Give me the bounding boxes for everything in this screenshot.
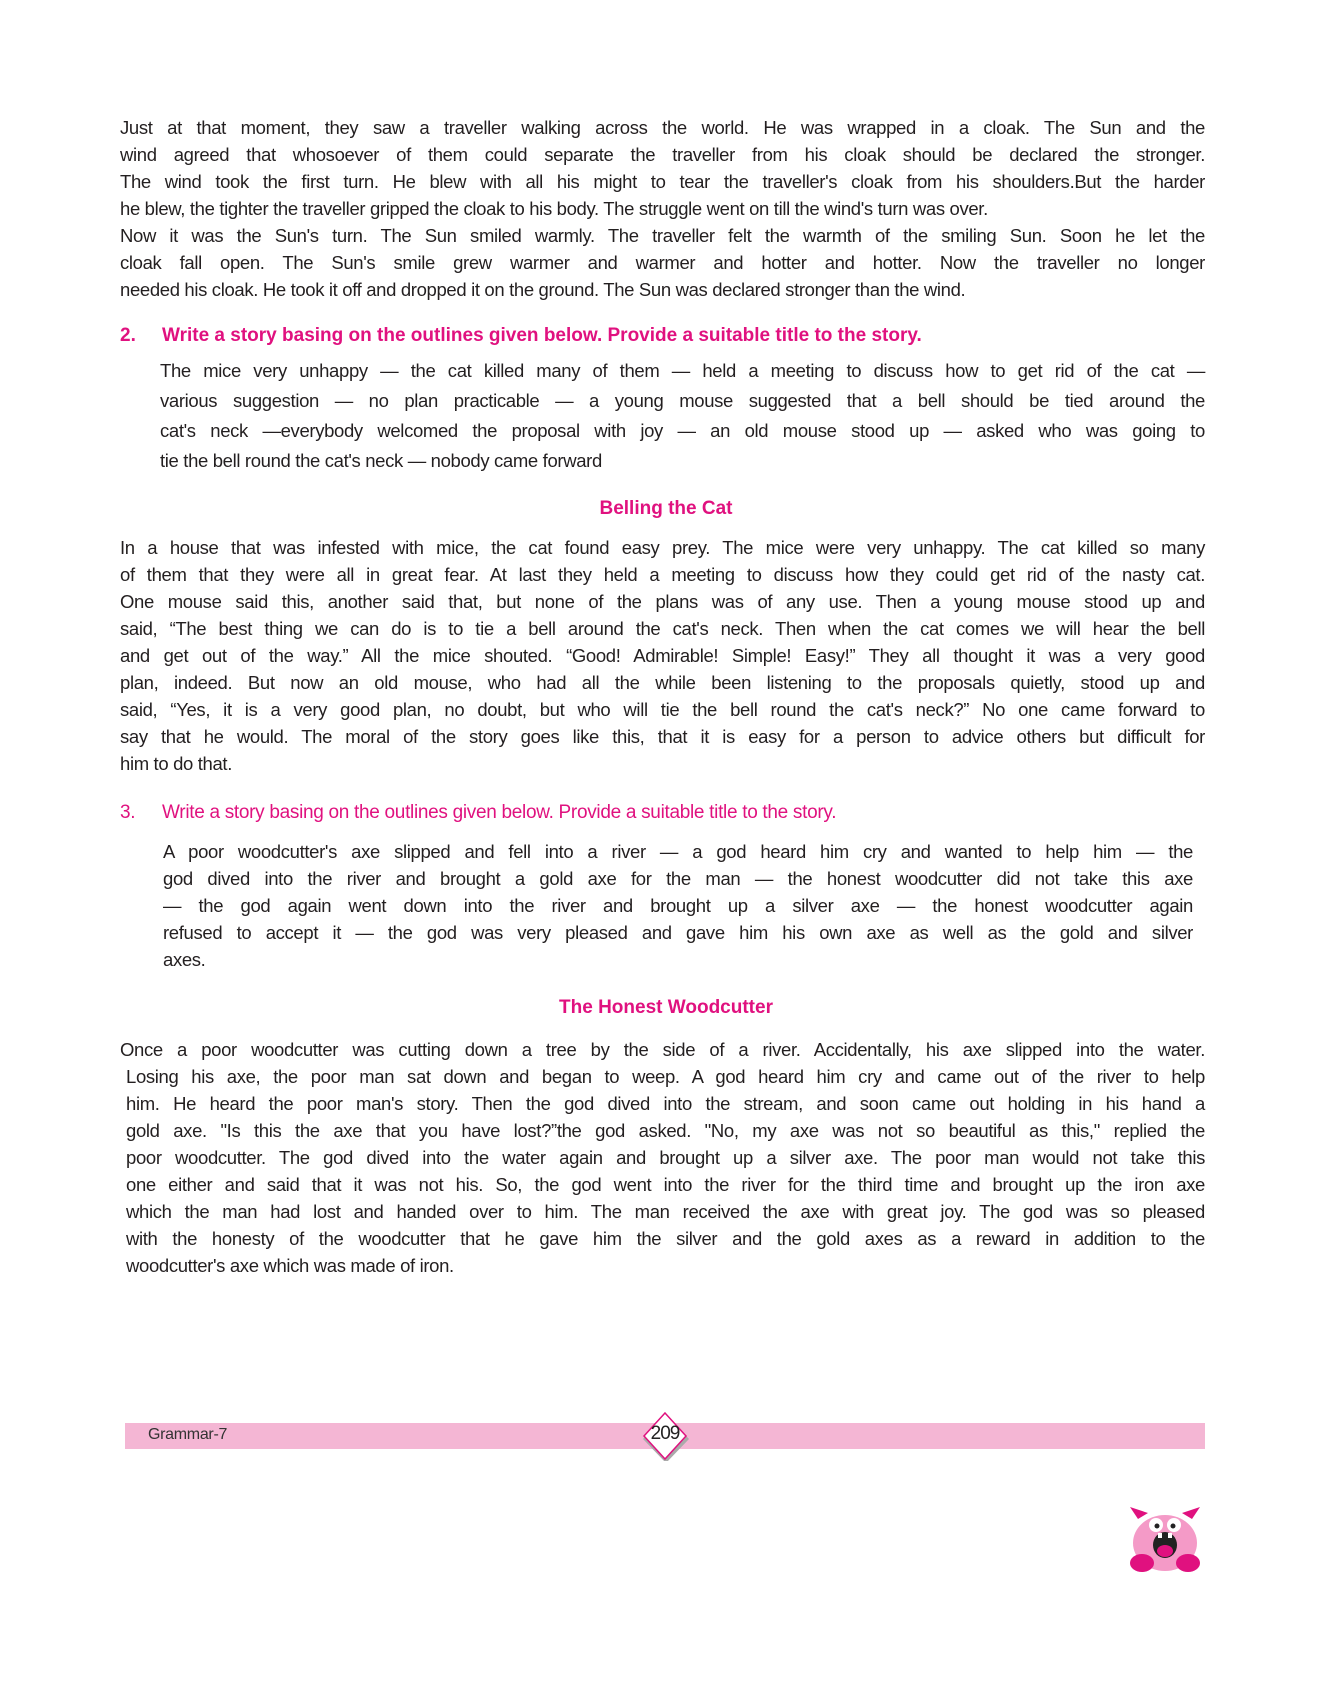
text-line: him. He heard the poor man's story. Then the god dived into the stream, and soon came out holding in his hand a: [126, 1093, 1205, 1114]
text-line: said, “Yes, it is a very good plan, no doubt, but who will tie the bell round the cat's neck?” No one came forward to: [120, 699, 1205, 720]
text-line: plan, indeed. But now an old mouse, who had all the while been listening to the proposals quietly, stood up and: [120, 672, 1205, 693]
story-title-belling-the-cat: Belling the Cat: [599, 498, 733, 519]
text-line: he blew, the tighter the traveller gripped the cloak to his body. The struggle went on till the wind's turn was over.: [120, 198, 988, 219]
text-line: wind agreed that whosoever of them could separate the traveller from his cloak should be declared the stronger.: [120, 144, 1205, 165]
text-line: tie the bell round the cat's neck — nobody came forward: [160, 450, 602, 471]
text-line: cloak fall open. The Sun's smile grew warmer and warmer and hotter and hotter. Now the traveller no longer: [120, 252, 1205, 273]
story-honest-woodcutter: [120, 1036, 1205, 1279]
text-line: one either and said that it was not his. So, the god went into the river for the third time and brought up the iron axe: [126, 1174, 1205, 1195]
text-line: In a house that was infested with mice, the cat found easy prey. The mice were very unhappy. The cat killed so many: [120, 537, 1205, 558]
pink-monster-mascot-icon: [1120, 1505, 1210, 1575]
text-line: cat's neck —everybody welcomed the proposal with joy — an old mouse stood up — asked who was going to: [160, 420, 1205, 441]
text-line: with the honesty of the woodcutter that he gave him the silver and the gold axes as a reward in addition to the: [126, 1228, 1205, 1249]
text-line: and get out of the way.” All the mice shouted. “Good! Admirable! Simple! Easy!” They all thought it was a very good: [120, 645, 1205, 666]
question-number: 3.: [120, 802, 136, 823]
footer-book-title: Grammar-7: [148, 1426, 228, 1443]
text-line: various suggestion — no plan practicable — a young mouse suggested that a bell should be tied around the: [160, 390, 1205, 411]
text-line: of them that they were all in great fear. At last they held a meeting to discuss how they could get rid of the nasty cat.: [120, 564, 1205, 585]
text-line: which the man had lost and handed over to him. The man received the axe with great joy. The god was so pleased: [126, 1201, 1205, 1222]
page-number: 209: [650, 1423, 680, 1444]
story-belling-the-cat: [120, 534, 1205, 777]
question-3-outline: [163, 838, 1193, 973]
text-line: The mice very unhappy — the cat killed many of them — held a meeting to discuss how to get rid of the cat —: [160, 360, 1205, 381]
text-line: — the god again went down into the river and brought up a silver axe — the honest woodcutter again: [163, 895, 1193, 916]
text-line: woodcutter's axe which was made of iron.: [126, 1255, 454, 1276]
story-title-honest-woodcutter: The Honest Woodcutter: [559, 997, 773, 1018]
text-line: needed his cloak. He took it off and dropped it on the ground. The Sun was declared stronger than the wind.: [120, 279, 966, 300]
text-line: gold axe. "Is this the axe that you have lost?”the god asked. "No, my axe was not so beautiful as this," replied the: [126, 1120, 1205, 1141]
text-line: One mouse said this, another said that, but none of the plans was of any use. Then a young mouse stood up and: [120, 591, 1205, 612]
question-2-outline: [160, 356, 1205, 476]
paragraph-sun-and-wind: [120, 114, 1205, 303]
text-line: axes.: [163, 949, 206, 970]
question-text: Write a story basing on the outlines given below. Provide a suitable title to the story.: [162, 325, 922, 346]
text-line: Just at that moment, they saw a traveller walking across the world. He was wrapped in a cloak. The Sun and the: [120, 117, 1205, 138]
text-line: Once a poor woodcutter was cutting down a tree by the side of a river. Accidentally, his axe slipped into the water.: [120, 1039, 1205, 1060]
text-line: Now it was the Sun's turn. The Sun smiled warmly. The traveller felt the warmth of the smiling Sun. Soon he let the: [120, 225, 1205, 246]
text-line: god dived into the river and brought a gold axe for the man — the honest woodcutter did not take this axe: [163, 868, 1193, 889]
text-line: refused to accept it — the god was very pleased and gave him his own axe as well as the gold and silver: [163, 922, 1193, 943]
text-line: him to do that.: [120, 753, 232, 774]
text-line: A poor woodcutter's axe slipped and fell into a river — a god heard him cry and wanted to help him — the: [163, 841, 1193, 862]
text-line: say that he would. The moral of the story goes like this, that it is easy for a person to advice others but difficult for: [120, 726, 1205, 747]
question-number: 2.: [120, 325, 136, 346]
text-line: The wind took the first turn. He blew with all his might to tear the traveller's cloak from his shoulders.But the harder: [120, 171, 1205, 192]
text-line: Losing his axe, the poor man sat down and began to weep. A god heard him cry and came out of the river to help: [126, 1066, 1205, 1087]
text-line: said, “The best thing we can do is to tie a bell around the cat's neck. Then when the cat comes we will hear the bell: [120, 618, 1205, 639]
text-line: poor woodcutter. The god dived into the water again and brought up a silver axe. The poor man would not take this: [126, 1147, 1205, 1168]
question-text: Write a story basing on the outlines given below. Provide a suitable title to the story.: [162, 802, 837, 823]
